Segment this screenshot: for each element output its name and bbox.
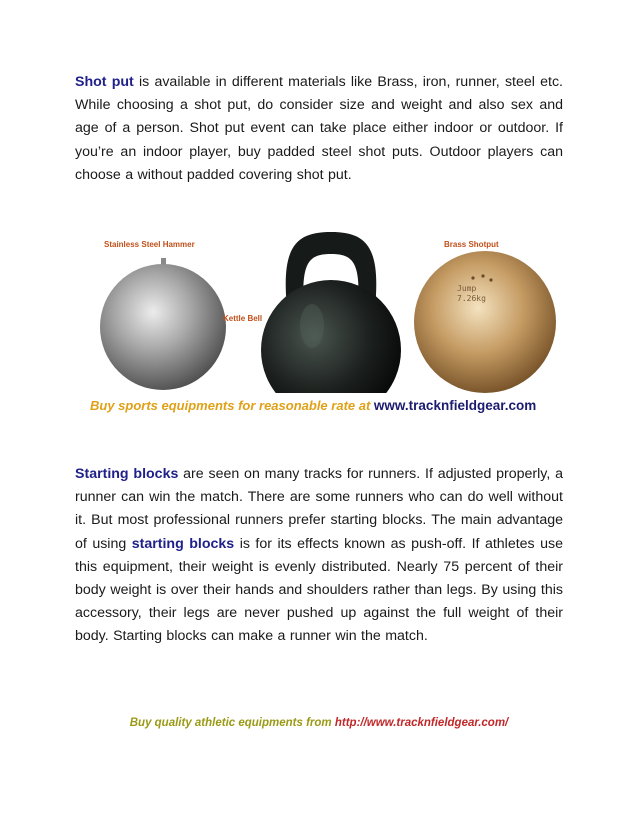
steel-hammer-shape — [100, 258, 226, 390]
shotput-engraving-2: 7.26kg — [457, 294, 486, 303]
footer-link[interactable]: http://www.tracknfieldgear.com/ — [334, 717, 509, 729]
term-shot-put: Shot put — [75, 74, 134, 90]
term-starting-blocks: Starting blocks — [75, 466, 179, 482]
shotput-engraving-1: Jump — [457, 284, 477, 293]
label-brass-shotput: Brass Shotput — [444, 240, 499, 249]
footer-line — [0, 717, 638, 729]
caption-text: Buy sports equipments for reasonable rate at — [90, 398, 371, 413]
label-stainless-steel-hammer: Stainless Steel Hammer — [104, 240, 195, 249]
paragraph-starting-blocks-part2: is for its effects known as push-off. If athletes use this equipment, their weight is evenly distributed. Nearly 75 percent of their body weight is over their hands and shoulders rather than legs. By using this accessory, their legs are never pushed up against the full weight of their body. Starting blocks can make a runner win the match. — [75, 535, 563, 645]
equipment-illustration — [90, 228, 558, 393]
label-kettle-bell: Kettle Bell — [223, 314, 263, 323]
footer-text: Buy quality athletic equipments from — [129, 717, 332, 729]
image-caption — [90, 398, 558, 413]
term-starting-blocks-inline: starting blocks — [131, 535, 235, 552]
paragraph-shot-put — [75, 71, 563, 187]
equipment-image — [90, 228, 558, 420]
paragraph-starting-blocks-part1: are seen on many tracks for runners. If adjusted properly, a runner can win the match. There are some runners who can do well without it. But most professional runners prefer starting blocks. The main advantage of using — [75, 466, 563, 552]
brass-shotput-shape — [414, 251, 556, 393]
caption-url: www.tracknfieldgear.com — [373, 398, 537, 413]
paragraph-starting-blocks — [75, 463, 563, 649]
paragraph-shot-put-body: is available in different materials like Brass, iron, runner, steel etc. While choosing a shot put, do consider size and weight and also sex and age of a person. Shot put event can take place either indoor or outdoor. If you’re an indoor player, buy padded steel shot puts. Outdoor players can choose a without padded covering shot put. — [75, 74, 563, 183]
kettle-bell-shape — [261, 232, 401, 393]
